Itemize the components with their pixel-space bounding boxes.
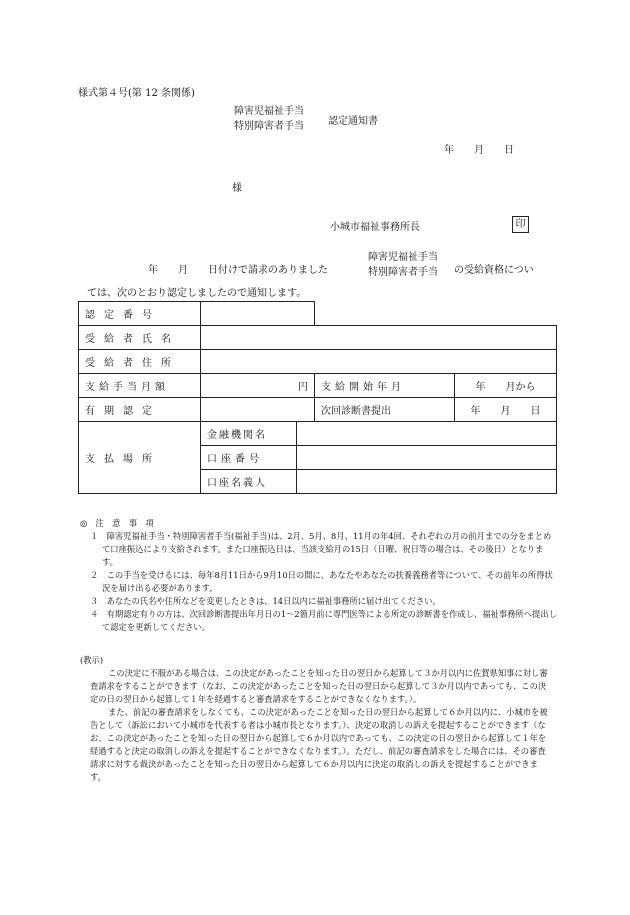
note-item-3: ３ あなたの氏名や住所などを変更したときは、14日以内に福祉事務所に届け出てください。 <box>90 596 441 606</box>
notes-section <box>80 517 558 634</box>
label-payment-place: 支払場所 <box>79 422 201 494</box>
note-item-4: ４ 有期認定有りの方は、次回診断書提出年月日の1～2箇月前に専門医等による所定の診断書を作成し、福祉事務所へ提出して認定を更新してください。 <box>90 609 557 632</box>
intro-allowance-stack <box>368 250 438 280</box>
allowance-type-2: 特別障害者手当 <box>234 121 304 132</box>
value-monthly-amount: 円 <box>201 374 315 398</box>
instruction-para-1: この決定に不服がある場合は、この決定があったことを知った日の翌日から起算して３か月以内に佐賀県知事に対し審査請求をすることができます（なお、この決定があったことを知った日の翌日から起算して３か月以内であっても、この決定の日の翌日から起算して１年を経過すると審査請求をすることができなくなります。）。 <box>90 668 548 704</box>
intro-allowance-1: 障害児福祉手当 <box>368 252 438 263</box>
issuer-name: 小城市福祉事務所長 <box>330 222 420 233</box>
date-line: 年 月 日 <box>444 145 514 156</box>
value-cert-no <box>201 302 315 326</box>
label-recipient-name: 受給者氏名 <box>79 326 201 350</box>
note-item-1: １ 障害児福祉手当・特別障害者手当(福祉手当)は、2月、5月、8月、11月の年4回、それぞれの月の前月までの分をまとめて口座振込により支給されます。また口座振込日は、当該支給月の15日（日曜、祝日等の場合は、その後日）となります。 <box>90 531 552 567</box>
intro-line-2: ては、次のとおり認定しましたので通知します。 <box>87 288 307 299</box>
value-account-holder <box>297 470 557 494</box>
label-monthly-amount: 支給手当月額 <box>79 374 201 398</box>
value-bank-name <box>297 422 557 446</box>
certification-table <box>78 301 557 494</box>
instruction-heading: (教示) <box>80 655 104 665</box>
label-validity: 有期認定 <box>79 398 201 422</box>
document-title: 認定通知書 <box>328 116 378 127</box>
label-recipient-address: 受給者住所 <box>79 350 201 374</box>
value-validity <box>201 398 315 422</box>
label-account-no: 口座番号 <box>201 446 297 470</box>
label-bank-name: 金融機関名 <box>201 422 297 446</box>
intro-tail: の受給資格につい <box>454 265 534 276</box>
instruction-section <box>80 654 550 784</box>
intro-date-part: 年 月 日付けで請求のありました <box>148 265 328 276</box>
label-cert-no: 認定番号 <box>79 302 201 326</box>
value-next-diagnosis: 年 月 日 <box>455 398 557 422</box>
seal-mark: 印 <box>512 216 529 233</box>
allowance-type-1: 障害児福祉手当 <box>234 106 304 117</box>
value-recipient-address <box>201 350 557 374</box>
label-next-diagnosis: 次回診断書提出 <box>315 398 455 422</box>
form-number: 様式第４号(第 12 条関係) <box>78 88 195 99</box>
label-account-holder: 口座名義人 <box>201 470 297 494</box>
intro-allowance-2: 特別障害者手当 <box>368 267 438 278</box>
allowance-type-stack <box>234 104 304 134</box>
notes-heading: ◎ 注 意 事 項 <box>80 518 154 528</box>
addressee-suffix: 様 <box>232 183 242 194</box>
label-start-month: 支給開始年月 <box>315 374 455 398</box>
value-recipient-name <box>201 326 557 350</box>
value-start-month: 年 月から <box>455 374 557 398</box>
note-item-2: ２ この手当を受けるには、毎年8月11日から9月10日の間に、あなたやあなたの扶養義務者等について、その前年の所得状況を届け出る必要があります。 <box>90 570 553 593</box>
instruction-para-2: また、前記の審査請求をしなくても、この決定があったことを知った日の翌日から起算して６か月以内に、小城市を被告として（訴訟において小城市を代表する者は小城市長となります。）、決定の取消しの訴えを提起することができます（なお、この決定があったことを知った日の翌日から起算して６か月以内であっても、この決定の日の翌日から起算して１年を経過すると決定の取消しの訴えを提起することができなくなります。）。ただし、前記の審査請求をした場合には、その審査請求に対する裁決があったことを知った日の翌日から起算して６か月以内に決定の取消しの訴えを提起することができます。 <box>90 707 548 782</box>
value-account-no <box>297 446 557 470</box>
